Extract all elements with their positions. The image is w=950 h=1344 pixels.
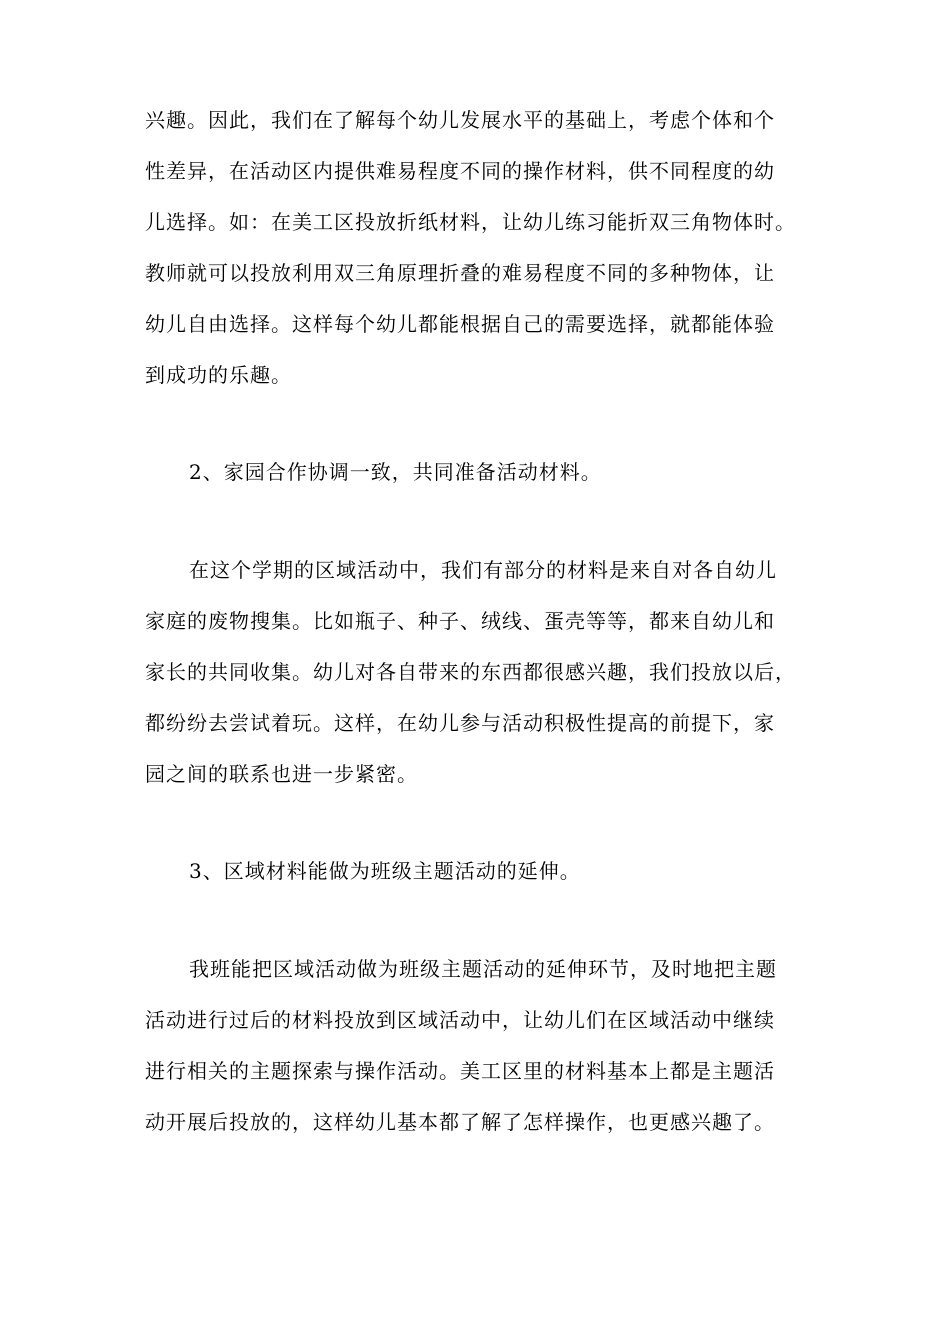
paragraph-line: 到成功的乐趣。	[145, 363, 292, 387]
paragraph-line: 家庭的废物搜集。比如瓶子、种子、绒线、蛋壳等等，都来自幼儿和	[145, 609, 775, 633]
paragraph-line: 我班能把区域活动做为班级主题活动的延伸环节，及时地把主题	[189, 957, 777, 981]
paragraph-line: 兴趣。因此，我们在了解每个幼儿发展水平的基础上，考虑个体和个	[145, 108, 775, 132]
paragraph-line: 都纷纷去尝试着玩。这样，在幼儿参与活动积极性提高的前提下，家	[145, 711, 775, 735]
paragraph-line: 进行相关的主题探索与操作活动。美工区里的材料基本上都是主题活	[145, 1059, 775, 1083]
paragraph-line: 园之间的联系也进一步紧密。	[145, 762, 418, 786]
section-heading: 3、区域材料能做为班级主题活动的延伸。	[189, 859, 581, 883]
paragraph-line: 在这个学期的区域活动中，我们有部分的材料是来自对各自幼儿	[189, 558, 777, 582]
paragraph-line: 教师就可以投放利用双三角原理折叠的难易程度不同的多种物体，让	[145, 261, 775, 285]
paragraph-line: 性差异，在活动区内提供难易程度不同的操作材料，供不同程度的幼	[145, 159, 775, 183]
paragraph-line: 动开展后投放的，这样幼儿基本都了解了怎样操作，也更感兴趣了。	[145, 1110, 775, 1134]
section-heading: 2、家园合作协调一致，共同准备活动材料。	[189, 460, 602, 484]
paragraph-line: 家长的共同收集。幼儿对各自带来的东西都很感兴趣，我们投放以后，	[145, 660, 796, 684]
paragraph-line: 活动进行过后的材料投放到区域活动中，让幼儿们在区域活动中继续	[145, 1008, 775, 1032]
paragraph-line: 幼儿自由选择。这样每个幼儿都能根据自己的需要选择，就都能体验	[145, 312, 775, 336]
paragraph-line: 儿选择。如：在美工区投放折纸材料，让幼儿练习能折双三角物体时。	[145, 210, 796, 234]
